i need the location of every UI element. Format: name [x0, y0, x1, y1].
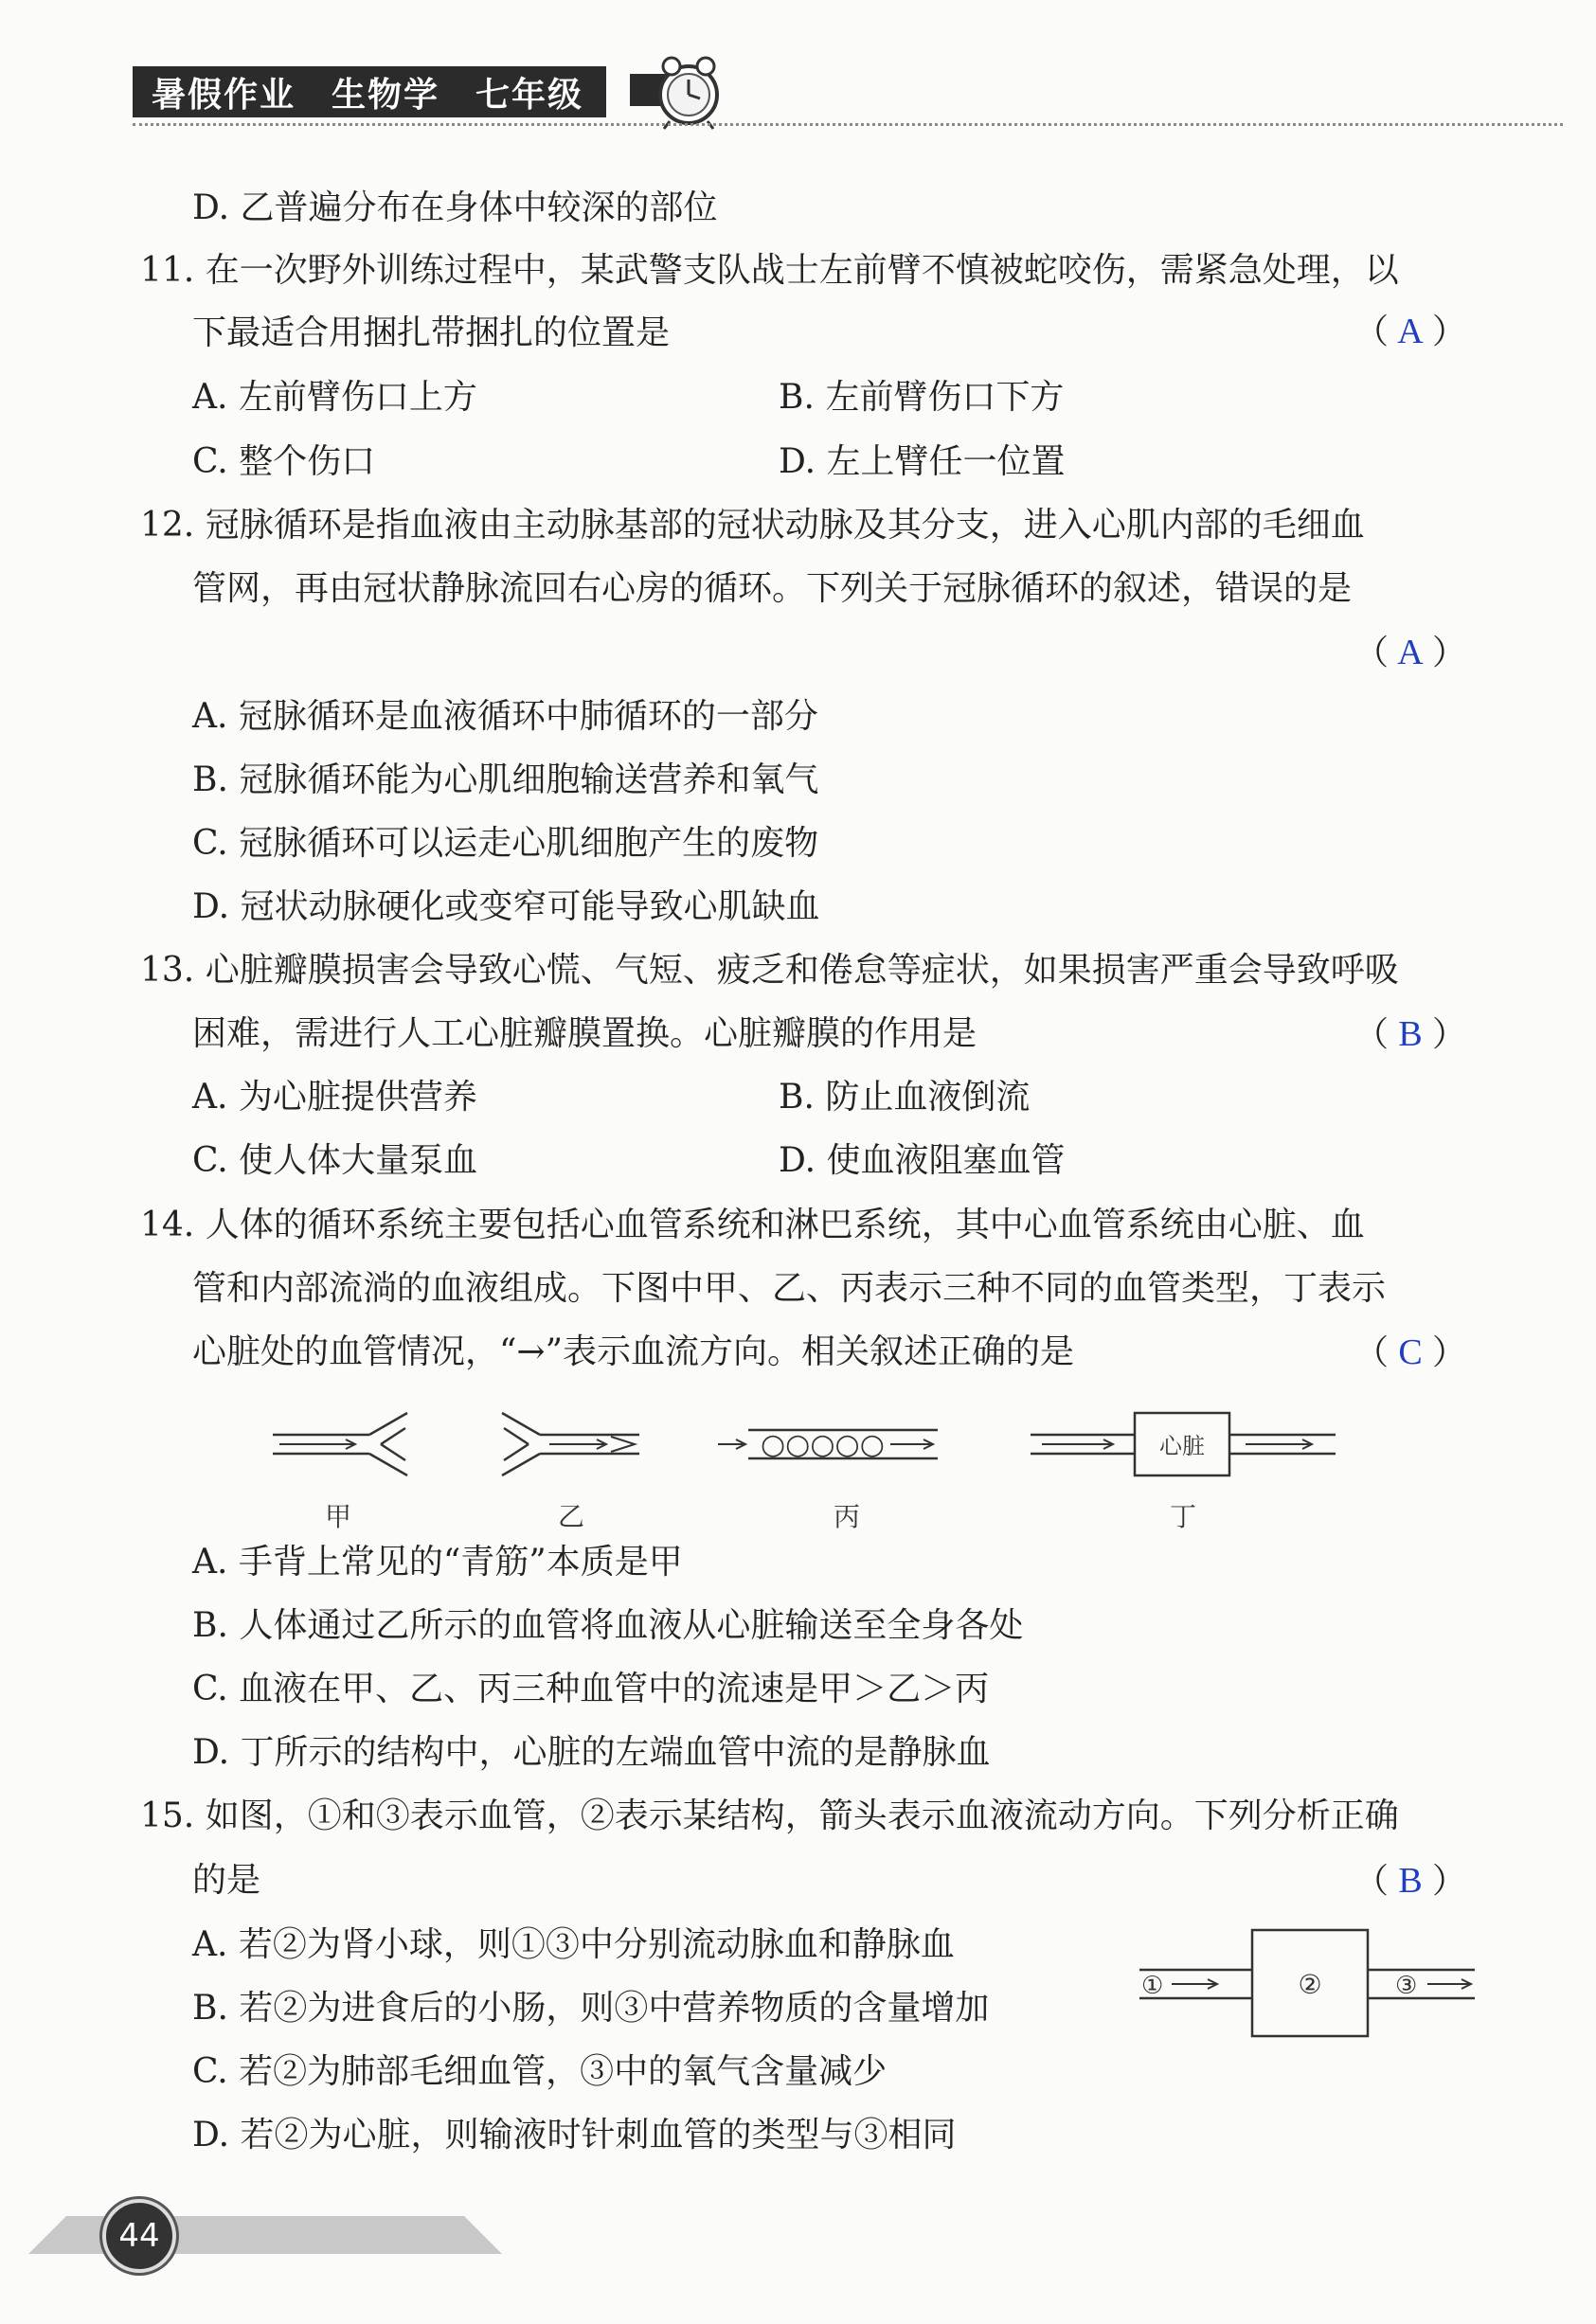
q14-stem-line3: 心脏处的血管情况，“→”表示血流方向。相关叙述正确的是 [192, 1332, 1074, 1371]
q14-option-d: D. 丁所示的结构中，心脏的左端血管中流的是静脉血 [192, 1733, 991, 1772]
q15-stem-line2: 的是 [192, 1861, 261, 1900]
q14-answer-letter: C [1398, 1332, 1423, 1372]
header-title-bar [133, 66, 606, 117]
q11-answer-letter: A [1397, 312, 1424, 351]
q13-answer: （ B ） [1354, 1011, 1466, 1058]
q12-option-b: B. 冠脉循环能为心肌细胞输送营养和氧气 [192, 760, 819, 799]
q15-option-a: A. 若②为肾小球，则①③中分别流动脉血和静脉血 [192, 1925, 955, 1964]
capillary-cells: ○○○○○ [761, 1428, 885, 1461]
q12-stem-line1: 12. 冠脉循环是指血液由主动脉基部的冠状动脉及其分支，进入心肌内部的毛细血 [140, 506, 1365, 545]
q12-stem-line2: 管网，再由冠状静脉流回右心房的循环。下列关于冠脉循环的叙述，错误的是 [192, 569, 1353, 608]
q15-answer: （ B ） [1354, 1858, 1466, 1904]
q10-option-d: D. 乙普遍分布在身体中较深的部位 [192, 188, 718, 227]
q14-vessel-diagram [265, 1402, 1345, 1487]
q12-option-d: D. 冠状动脉硬化或变窄可能导致心肌缺血 [192, 887, 820, 926]
q13-stem-line2: 困难，需进行人工心脏瓣膜置换。心脏瓣膜的作用是 [192, 1014, 977, 1053]
label-jia: 甲 [325, 1501, 352, 1532]
structure-2-label: ② [1298, 1969, 1322, 2000]
q13-option-a: A. 为心脏提供营养 [192, 1078, 477, 1117]
q14-stem-line1: 14. 人体的循环系统主要包括心血管系统和淋巴系统，其中心血管系统由心脏、血 [140, 1206, 1365, 1244]
vessel-ding-diagram [1031, 1413, 1336, 1475]
q15-option-b: B. 若②为进食后的小肠，则③中营养物质的含量增加 [192, 1989, 990, 2028]
q14-option-c: C. 血液在甲、乙、丙三种血管中的流速是甲＞乙＞丙 [192, 1670, 990, 1708]
vessel-bing-diagram [718, 1428, 938, 1461]
q15-answer-letter: B [1398, 1861, 1423, 1901]
label-ding: 丁 [1170, 1501, 1197, 1532]
q15-structure-diagram [1132, 1921, 1482, 2044]
q11-option-a: A. 左前臂伤口上方 [192, 378, 477, 417]
vessel-yi-diagram [502, 1413, 639, 1475]
q11-stem-line2: 下最适合用捆扎带捆扎的位置是 [192, 313, 671, 352]
q15-option-c: C. 若②为肺部毛细血管，③中的氧气含量减少 [192, 2052, 888, 2091]
label-bing: 丙 [834, 1501, 861, 1532]
q12-answer: （ A ） [1354, 630, 1466, 676]
vessel-3-label: ③ [1395, 1972, 1418, 2000]
q12-option-a: A. 冠脉循环是血液循环中肺循环的一部分 [192, 697, 818, 736]
heart-label: 心脏 [1159, 1433, 1205, 1459]
q13-stem-line1: 13. 心脏瓣膜损害会导致心慌、气短、疲乏和倦怠等症状，如果损害严重会导致呼吸 [140, 951, 1399, 990]
vessel-1-label: ① [1141, 1972, 1164, 2000]
label-yi: 乙 [558, 1501, 585, 1532]
q13-option-c: C. 使人体大量泵血 [192, 1141, 478, 1180]
alarm-clock-icon [630, 45, 734, 131]
q13-option-d: D. 使血液阻塞血管 [779, 1141, 1066, 1180]
page-number: 44 [102, 2199, 176, 2273]
header-divider [133, 123, 1563, 126]
q14-answer: （ C ） [1354, 1330, 1466, 1376]
q11-option-d: D. 左上臂任一位置 [779, 442, 1066, 481]
q14-option-b: B. 人体通过乙所示的血管将血液从心脏输送至全身各处 [192, 1606, 1024, 1645]
q15-option-d: D. 若②为心脏，则输液时针刺血管的类型与③相同 [192, 2116, 957, 2154]
q14-stem-line2: 管和内部流淌的血液组成。下图中甲、乙、丙表示三种不同的血管类型，丁表示 [192, 1269, 1387, 1308]
q12-answer-letter: A [1397, 633, 1424, 672]
vessel-jia-diagram [273, 1413, 407, 1475]
footer-decoration [28, 2216, 502, 2254]
q15-stem-line1: 15. 如图，①和③表示血管，②表示某结构，箭头表示血液流动方向。下列分析正确 [140, 1797, 1399, 1835]
q11-option-b: B. 左前臂伤口下方 [779, 378, 1065, 417]
header-title: 暑假作业 生物学 七年级 [152, 75, 584, 115]
q11-stem-line1: 11. 在一次野外训练过程中，某武警支队战士左前臂不慎被蛇咬伤，需紧急处理，以 [140, 251, 1399, 290]
q13-option-b: B. 防止血液倒流 [779, 1078, 1031, 1117]
q13-answer-letter: B [1398, 1014, 1423, 1054]
q11-answer: （ A ） [1354, 309, 1466, 355]
q11-option-c: C. 整个伤口 [192, 442, 376, 481]
q12-option-c: C. 冠脉循环可以运走心肌细胞产生的废物 [192, 824, 819, 863]
q14-option-a: A. 手背上常见的“青筋”本质是甲 [192, 1543, 683, 1582]
